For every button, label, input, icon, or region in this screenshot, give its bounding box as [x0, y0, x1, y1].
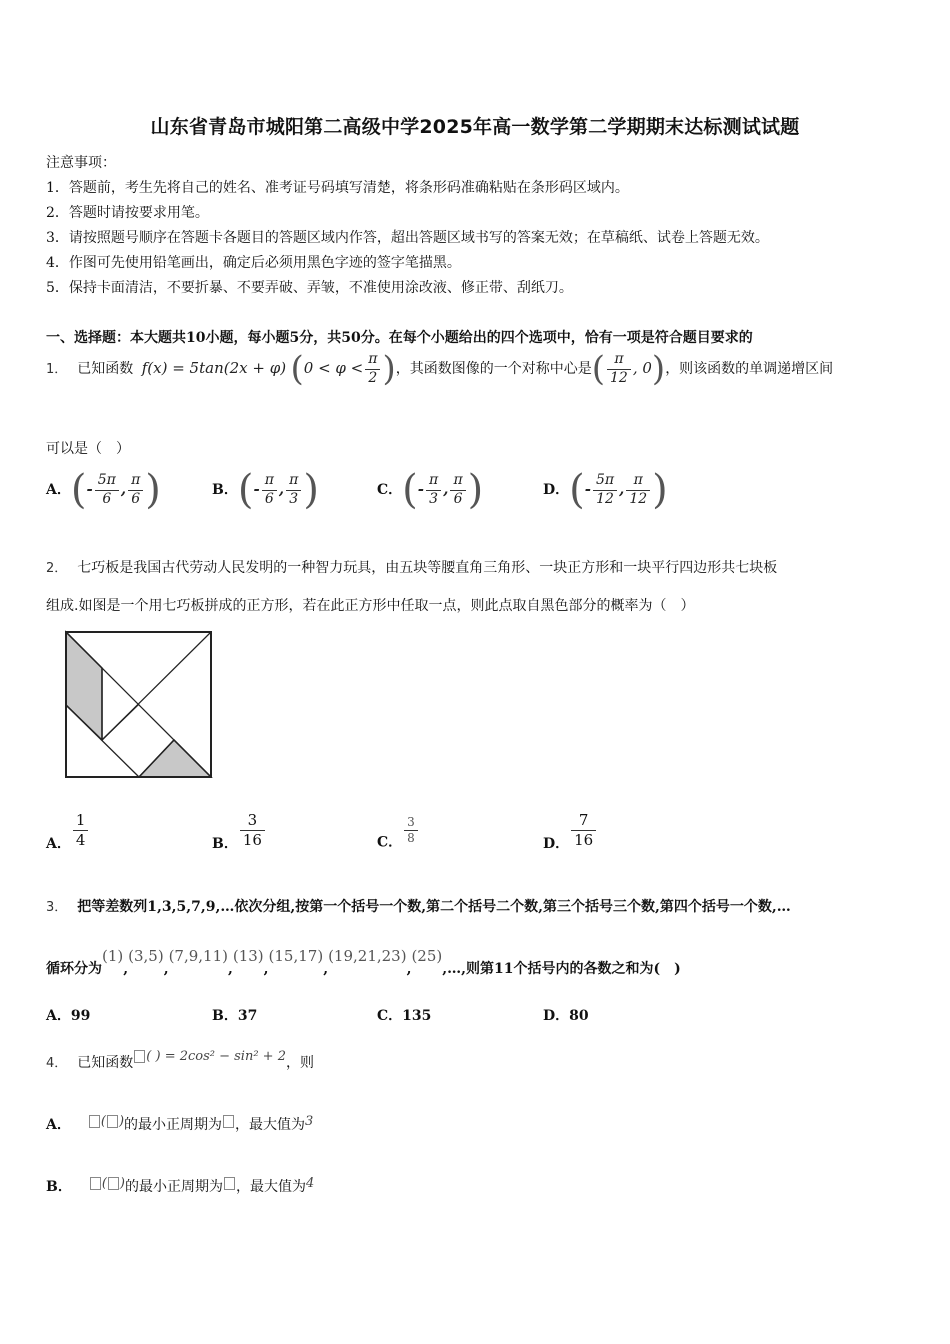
group-item: (19,21,23): [328, 947, 407, 965]
placeholder-box-icon: [108, 1177, 119, 1190]
question-number: 3．: [46, 900, 68, 915]
q1-line2: 可以是（ ）: [46, 441, 130, 457]
note-item: 4．作图可先使用铅笔画出，确定后必须用黑色字迹的签字笔描黑。: [46, 255, 461, 271]
group-item: (13): [232, 947, 264, 965]
q4-option-b[interactable]: B． ( )的最小正周期为 ，最大值为4: [46, 1176, 315, 1195]
q2-option-b[interactable]: B． $\frac{3}{16}$: [212, 812, 267, 853]
shaded-triangle: [139, 740, 211, 777]
q4-suffix: ，则: [285, 1055, 314, 1071]
placeholder-box-icon: [134, 1050, 145, 1063]
q4-b-value: 4: [306, 1176, 315, 1191]
section-heading: 一、选择题：本大题共10小题，每小题5分，共50分。在每个小题给出的四个选项中，恰有一项是符合题目要求的: [46, 330, 753, 346]
q3-option-b[interactable]: B．37: [212, 1008, 258, 1024]
q1-option-c[interactable]: C．(- $\frac{\pi}{3}$ , $\frac{\pi}{6}$ ): [377, 467, 484, 513]
tangram-figure: [64, 630, 214, 780]
note-item: 5．保持卡面清洁，不要折暴、不要弄破、弄皱，不准使用涂改液、修正带、刮纸刀。: [46, 280, 573, 296]
q3-option-c[interactable]: C．135: [377, 1008, 432, 1024]
note-item: 1．答题前，考生先将自己的姓名、准考证号码填写清楚，将条形码准确粘贴在条形码区域内。: [46, 180, 629, 196]
q1-prefix: 已知函数: [77, 361, 134, 377]
q1-condition: 0 < φ <: [303, 359, 364, 377]
q1-option-b[interactable]: B．(- $\frac{\pi}{6}$ , $\frac{\pi}{3}$ ): [212, 467, 319, 513]
placeholder-box-icon: [224, 1177, 235, 1190]
q1-cond-fraction: $\frac{\pi}{2}$: [365, 352, 380, 386]
group-item: (1): [102, 947, 124, 965]
placeholder-box-icon: [223, 1115, 234, 1128]
question-1: 1． 已知函数 f(x) = 5tan(2x + φ) (0 < φ < $\frac{\pi}{2}$ )，其函数图像的一个对称中心是( $\frac{\pi}{12}$ , 0)，则该函数的单调递增区间: [46, 349, 834, 389]
q1-center-fraction: $\frac{\pi}{12}$: [607, 352, 631, 386]
q2-line1: 七巧板是我国古代劳动人民发明的一种智力玩具，由五块等腰直角三角形、一块正方形和一块平行四边形共七块板: [77, 560, 778, 576]
q1-option-a[interactable]: A．(- $\frac{5\pi}{6}$ , $\frac{\pi}{6}$ ): [46, 467, 161, 513]
q1-center-tail: , 0: [632, 359, 652, 377]
q2-option-a[interactable]: A． $\frac{1}{4}$: [46, 812, 90, 853]
question-2: [46, 557, 777, 577]
q1-suffix: ，则该函数的单调递增区间: [665, 361, 834, 377]
question-number: 1．: [46, 362, 68, 377]
q2-option-c[interactable]: C． $\frac{3}{8}$: [377, 816, 420, 852]
note-item: 3．请按照题号顺序在答题卡各题目的答题区域内作答，超出答题区域书写的答案无效；在草稿纸、试卷上答题无效。: [46, 230, 769, 246]
group-item: (15,17): [268, 947, 324, 965]
question-number: 4．: [46, 1056, 68, 1071]
note-item: 2．答题时请按要求用笔。: [46, 205, 209, 221]
q2-option-d[interactable]: D． $\frac{7}{16}$: [543, 812, 598, 853]
placeholder-box-icon: [107, 1115, 118, 1128]
group-item: (25): [411, 947, 443, 965]
page-title: 山东省青岛市城阳第二高级中学2025年高一数学第二学期期末达标测试试题: [150, 116, 800, 138]
shaded-parallelogram: [66, 632, 102, 740]
question-3: [46, 896, 791, 916]
q4-a-value: 3: [305, 1114, 314, 1129]
q3-line1: 把等差数列1,3,5,7,9,…依次分组,按第一个括号一个数,第二个括号二个数,第三个括号三个数,第四个括号一个数,…: [77, 899, 791, 915]
q3-line2: 循环分为(1),(3,5),(7,9,11),(13),(15,17),(19,21,23),(25),…,则第11个括号内的各数之和为( ): [46, 947, 681, 977]
placeholder-box-icon: [89, 1115, 100, 1128]
q1-function: f(x) = 5tan(2x + φ): [141, 359, 287, 377]
q1-middle: ，其函数图像的一个对称中心是: [395, 361, 592, 377]
q4-function: ( ) = 2cos² − sin² + 2: [146, 1049, 286, 1064]
question-4: [46, 1045, 314, 1071]
q3-option-d[interactable]: D．80: [543, 1008, 589, 1024]
q2-line2: 组成.如图是一个用七巧板拼成的正方形，若在此正方形中任取一点，则此点取自黑色部分的概率为（ ）: [46, 598, 695, 614]
placeholder-box-icon: [90, 1177, 101, 1190]
q4-prefix: 已知函数: [77, 1055, 134, 1071]
notes-heading: 注意事项：: [46, 155, 116, 171]
question-number: 2．: [46, 561, 68, 576]
group-item: (3,5): [128, 947, 164, 965]
group-item: (7,9,11): [168, 947, 228, 965]
q3-option-a[interactable]: A．99: [46, 1008, 91, 1024]
q4-option-a[interactable]: A． ( )的最小正周期为 ，最大值为3: [46, 1114, 314, 1133]
q1-option-d[interactable]: D．(- $\frac{5\pi}{12}$ , $\frac{\pi}{12}$ ): [543, 467, 668, 513]
